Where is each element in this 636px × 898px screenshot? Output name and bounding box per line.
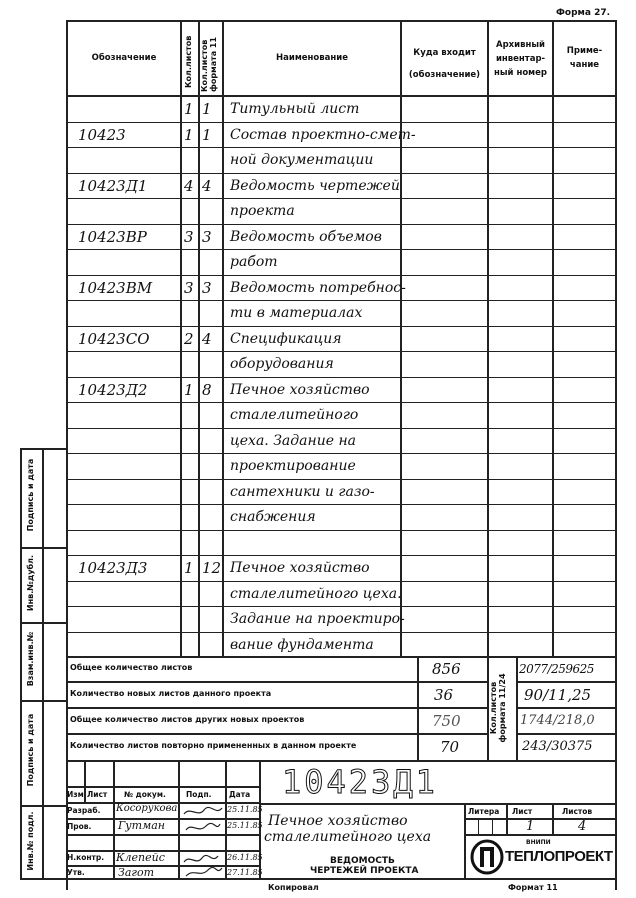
- row-name: Задание на проектиро-: [230, 611, 405, 627]
- row-sheets-format: 4: [202, 176, 212, 195]
- row-code: 10423ВМ: [78, 278, 153, 297]
- row-name: ной документации: [230, 152, 374, 168]
- stamp-utv-date: 27.11.85: [227, 868, 263, 877]
- header-designation: Обозначение: [91, 53, 157, 63]
- row-code: 10423СО: [78, 329, 150, 348]
- stamp-title-line1: Печное хозяйство: [268, 813, 408, 829]
- stamp-utv-label: Утв.: [67, 868, 85, 877]
- stamp-col-sign: Подп.: [186, 790, 212, 799]
- row-sheets: 3: [184, 227, 194, 246]
- row-sheets: 1: [184, 559, 194, 577]
- row-sheets: 4: [184, 176, 194, 195]
- stamp-nkontr-date: 26.11.85: [227, 853, 263, 862]
- row-sheets: 3: [184, 278, 194, 297]
- header-note: Приме-чание: [566, 46, 603, 70]
- row-sheets: 2: [184, 329, 194, 348]
- stamp-nkontr-label: Н.контр.: [67, 853, 105, 862]
- summary-new-value: 36: [434, 686, 454, 704]
- stamp-org-small: ВНИПИ: [526, 839, 551, 846]
- row-sheets-format: 4: [202, 329, 212, 348]
- stamp-prov-label: Пров.: [67, 822, 92, 831]
- row-sheets-format: 1: [202, 125, 212, 144]
- row-sheets-format: 3: [202, 278, 212, 297]
- stamp-subtitle-line2: ЧЕРТЕЖЕЙ ПРОЕКТА: [310, 866, 419, 876]
- row-name: Ведомость потребнос-: [230, 279, 406, 296]
- margin-inv-orig: Инв.№ подл.: [26, 811, 35, 871]
- summary-other-value: 750: [432, 712, 461, 730]
- row-name: Печное хозяйство: [230, 560, 370, 576]
- margin-vzam-inv: Взам.инв.№: [26, 631, 35, 687]
- stamp-org-name: ТЕПЛОПРОЕКТ: [505, 848, 613, 865]
- row-name: проектирование: [230, 458, 356, 474]
- row-code: 10423ВР: [78, 227, 147, 246]
- stamp-col-list: Лист: [87, 790, 108, 799]
- summary-fmt-new: 90/11,25: [524, 686, 592, 704]
- row-sheets-format: 3: [202, 227, 212, 246]
- stamp-doc-code: 10423Д1: [282, 763, 438, 801]
- stamp-sheet-label: Лист: [512, 807, 533, 816]
- stamp-litera-label: Литера: [468, 807, 500, 816]
- row-name: сталелитейного цеха.: [230, 585, 402, 602]
- summary-total-label: Общее количество листов: [70, 663, 193, 672]
- summary-fmt-other: 1744/218,0: [520, 713, 595, 728]
- stamp-col-izm: Изм: [67, 790, 84, 799]
- stamp-col-date: Дата: [229, 790, 251, 799]
- row-name: оборудования: [230, 356, 334, 372]
- header-sheets-count: Кол.листов: [184, 35, 193, 88]
- row-name: цеха. Задание на: [230, 432, 357, 449]
- row-name: работ: [230, 254, 278, 270]
- row-name: вание фундамента: [230, 636, 374, 653]
- summary-other-label: Общее количество листов других новых проектов: [70, 715, 305, 724]
- summary-total-value: 856: [432, 660, 461, 678]
- row-name: сталелитейного: [230, 407, 359, 423]
- margin-sign-date-2: Подпись и дата: [26, 713, 35, 787]
- signature-scribbles: [180, 804, 225, 880]
- row-code: 10423Д1: [78, 176, 148, 195]
- summary-reused-value: 70: [440, 738, 460, 756]
- row-code: 10423Д2: [78, 380, 148, 399]
- stamp-sheet-value: 1: [526, 819, 535, 834]
- stamp-prov-date: 25.11.85: [227, 821, 263, 830]
- row-sheets: 1: [184, 380, 194, 399]
- row-sheets: 1: [184, 100, 194, 118]
- row-name: Ведомость объемов: [230, 228, 382, 245]
- margin-inv-dubl: Инв.№дубл.: [26, 554, 35, 612]
- summary-fmt-total: 2077/259625: [519, 662, 594, 676]
- footer-format: Формат 11: [508, 883, 558, 892]
- row-name: сантехники и газо-: [230, 483, 375, 500]
- margin-sign-date-1: Подпись и дата: [26, 458, 35, 532]
- header-sheets-format: Кол.листов формата 11: [200, 36, 218, 92]
- header-where-included: Куда входит (обозначение): [408, 48, 481, 80]
- summary-fmt-reused: 243/30375: [522, 739, 593, 754]
- teploproekt-logo-icon: [470, 839, 504, 875]
- row-code: 10423: [78, 125, 126, 144]
- row-name: проекта: [230, 203, 295, 219]
- row-name: Ведомость чертежей: [230, 177, 400, 194]
- stamp-sheets-value: 4: [578, 819, 587, 834]
- footer-copied: Копировал: [268, 883, 319, 892]
- header-name: Наименование: [276, 53, 348, 63]
- summary-new-label: Количество новых листов данного проекта: [70, 689, 272, 698]
- row-sheets-format: 12: [202, 559, 222, 577]
- header-archive-number: Архивный инвентар-ный номер: [494, 40, 547, 78]
- row-sheets-format: 8: [202, 380, 212, 399]
- row-name: Печное хозяйство: [230, 381, 370, 398]
- stamp-sheets-label: Листов: [562, 807, 593, 816]
- row-name: Титульный лист: [230, 101, 360, 117]
- row-name: ти в материалах: [230, 305, 363, 321]
- stamp-prov-name: Гутман: [118, 819, 166, 832]
- form-label: Форма 27.: [556, 8, 611, 18]
- summary-format-col-label: Кол.листов формата 11/24: [489, 673, 507, 743]
- stamp-razrab-label: Разраб.: [67, 806, 101, 815]
- stamp-subtitle-line1: ВЕДОМОСТЬ: [330, 856, 395, 866]
- stamp-razrab-name: Косорукова: [116, 803, 178, 814]
- stamp-utv-name: Загот: [118, 866, 155, 879]
- stamp-nkontr-name: Клепейс: [116, 851, 165, 864]
- row-name: Спецификация: [230, 330, 342, 347]
- row-sheets: 1: [184, 125, 194, 144]
- stamp-title-line2: сталелитейного цеха: [264, 829, 432, 845]
- row-code: 10423Д3: [78, 559, 148, 577]
- summary-reused-label: Количество листов повторно примененных в данном проекте: [70, 741, 357, 750]
- stamp-razrab-date: 25.11.85: [227, 805, 263, 814]
- stamp-col-doc: № докум.: [124, 790, 166, 799]
- row-sheets-format: 1: [202, 100, 212, 118]
- row-name: Состав проектно-смет-: [230, 126, 416, 143]
- row-name: снабжения: [230, 509, 316, 525]
